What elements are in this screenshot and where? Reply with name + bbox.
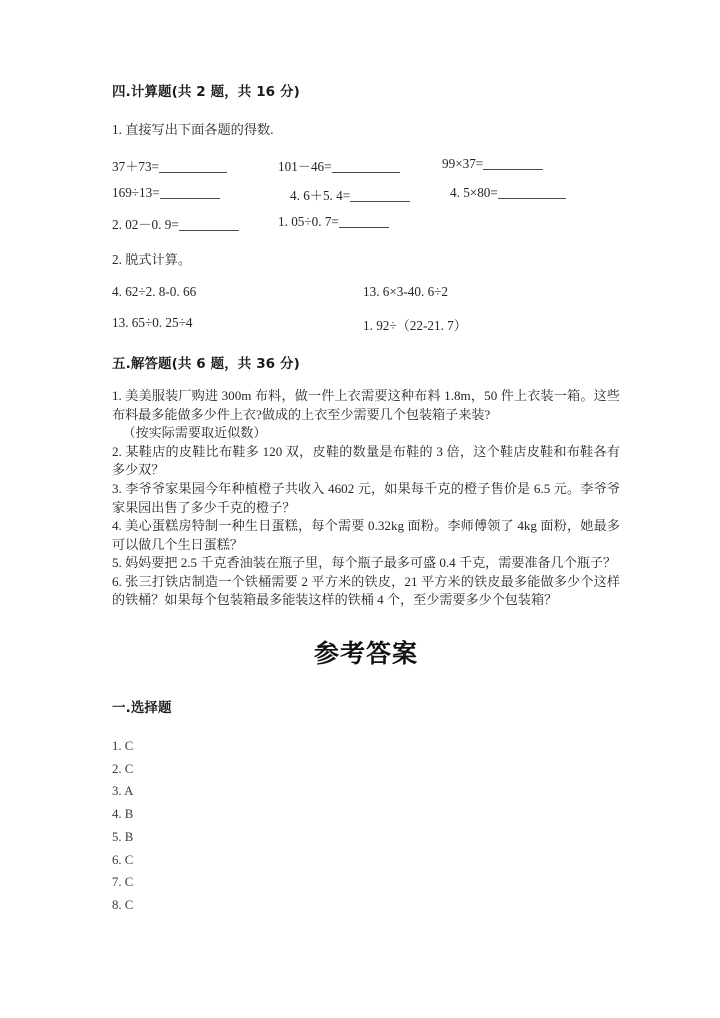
answer-item: 4. B [112,807,134,822]
answer-item: 3. A [112,784,134,799]
answer-blank[interactable] [339,227,389,228]
expression-text: 4. 6＋5. 4= [290,188,351,204]
answer-blank[interactable] [159,172,227,173]
problem-text: 3. 李爷爷家果园今年种植橙子共收入 4602 元，如果每千克的橙子售价是 6.5 元。李爷爷家果园出售了多少千克的橙子？ [112,480,620,515]
expression-text: 4. 5×80= [450,185,498,201]
problem-text: 4. 美心蛋糕房特制一种生日蛋糕，每个需要 0.32kg 面粉。李师傅领了 4kg 面粉，她最多可以做几个生日蛋糕？ [112,518,620,552]
calc-expression [278,156,400,175]
section-heading-four: 四.计算题(共 2 题，共 16 分) [112,84,300,100]
expression-row [112,284,620,315]
problem-text: （按实际需要取近似数） [122,425,267,441]
page-content [112,84,620,917]
calc-expression [450,185,566,201]
expression-text: 169÷13= [112,185,160,201]
calc-row [112,185,620,214]
expression-text: 13. 6×3-40. 6÷2 [363,284,449,300]
answer-blank[interactable] [179,230,239,231]
expression-text: 1. 05÷0. 7= [278,214,339,230]
answer-blank[interactable] [160,198,220,199]
answer-item: 5. B [112,829,134,844]
answer-item: 2. C [112,761,134,776]
problem-text: 5. 妈妈要把 2.5 千克香油装在瓶子里，每个瓶子最多可盛 0.4 千克，需要准备几个瓶子？ [112,555,617,571]
expression-text: 4. 62÷2. 8-0. 66 [112,284,197,300]
problem-text: 1. 美美服装厂购进 300m 布料，做一件上衣需要这种布料 1.8m，50 件上衣装一箱。这些布料最多能做多少件上衣?做成的上衣至少需要几个包装箱子来装? [112,388,620,422]
problem-text: 6. 张三打铁店制造一个铁桶需要 2 平方米的铁皮，21 平方米的铁皮最多能做多少个这样的铁桶？如果每个包装箱最多能装这样的铁桶 4 个，至少需要多少个包装箱？ [112,573,620,608]
problem-item [112,480,620,517]
expression-text: 99×37= [442,156,484,172]
problem-item [112,443,620,480]
problem-item [112,554,620,573]
expression-text: 37＋73= [112,159,159,175]
problem-item [112,517,620,554]
calc-expression [112,214,239,233]
instruction-calc-1: 1. 直接写出下面各题的得数. [112,121,274,137]
calc-expression [278,214,389,230]
problem-item [112,387,620,424]
answer-blank[interactable] [498,198,566,199]
problem-text: 2. 某鞋店的皮鞋比布鞋多 120 双，皮鞋的数量是布鞋的 3 倍，这个鞋店皮鞋和布鞋各有多少双？ [112,443,620,478]
calc-expression [442,156,543,172]
expression-row [112,315,620,346]
answer-item: 8. C [112,898,134,913]
problem-item [112,573,620,610]
section-heading-five: 五.解答题(共 6 题，共 36 分) [112,356,300,373]
answer-key-title: 参考答案 [313,639,418,668]
answer-blank[interactable] [483,169,543,170]
calc-expression [112,185,220,201]
answer-section-heading-one: 一.选择题 [112,700,172,716]
expression-text: 1. 92÷（22-21. 7） [363,318,467,334]
answer-list [112,735,620,917]
answer-item: 1. C [112,738,134,753]
expression-text: 101－46= [278,159,332,175]
calc-row [112,156,620,185]
problem-note [112,424,620,443]
calc-expression [112,156,227,175]
expression-text: 2. 02－0. 9= [112,217,179,233]
answer-blank[interactable] [332,172,400,173]
answer-item: 7. C [112,875,134,890]
instruction-calc-2: 2. 脱式计算。 [112,252,192,268]
answer-blank[interactable] [350,201,410,202]
answer-item: 6. C [112,852,134,867]
calc-expression [290,185,410,204]
calc-row [112,214,620,243]
expression-text: 13. 65÷0. 25÷4 [112,315,193,331]
